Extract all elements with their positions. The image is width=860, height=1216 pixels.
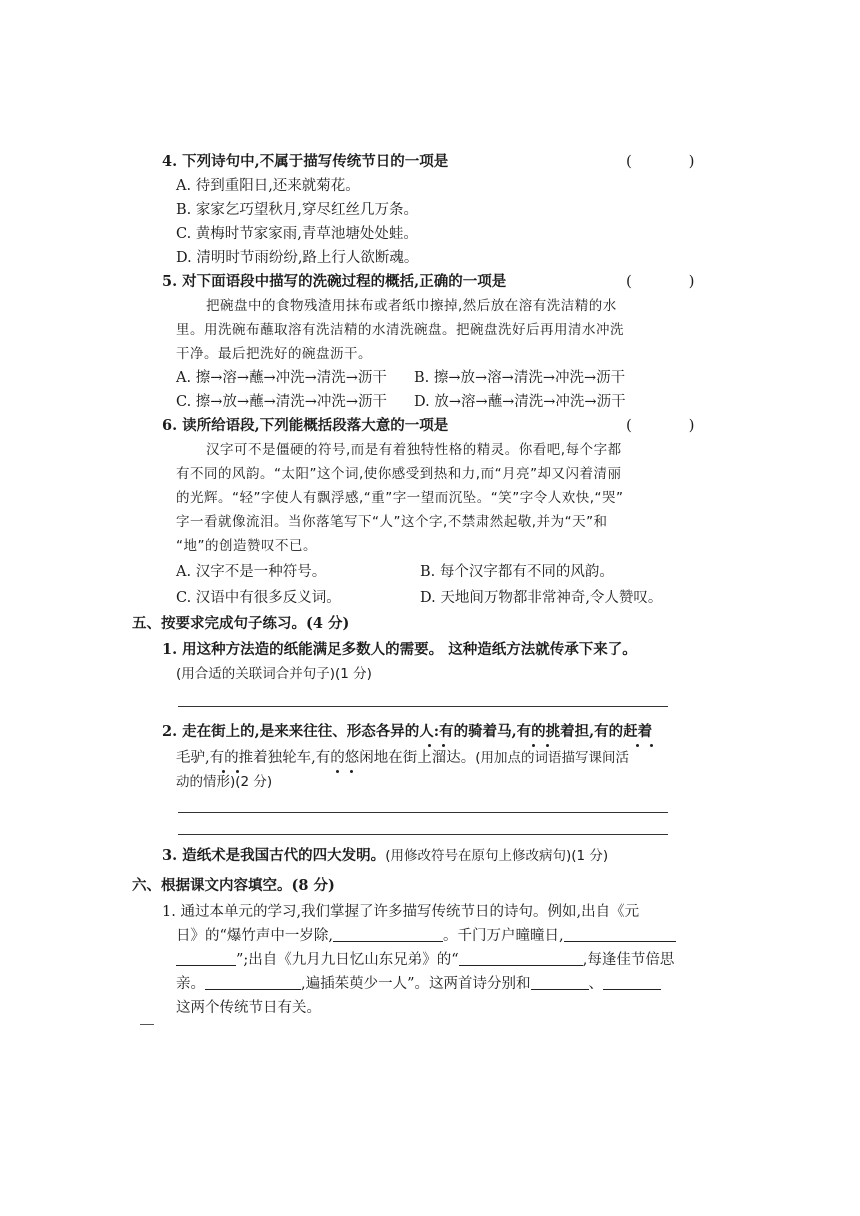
q5-passage-line-3: 干净。最后把洗好的碗盘沥干。 (176, 346, 372, 362)
s5-q1-answer-line[interactable] (178, 706, 668, 707)
q5-option-d: D. 放→溶→蘸→清洗→冲洗→沥干 (414, 394, 626, 410)
emphasis-dot (532, 744, 535, 747)
q5-option-c: C. 擦→放→蘸→清洗→冲洗→沥干 (176, 394, 388, 410)
s6-line4-text-b: ,遍插茱萸少一人”。这两首诗分别和 (301, 976, 531, 992)
q6-option-a: A. 汉字不是一种符号。 (176, 564, 327, 580)
s6-blank-5[interactable] (531, 976, 589, 990)
s5-q3-text (162, 846, 608, 866)
q6-option-c: C. 汉语中有很多反义词。 (176, 590, 341, 606)
q5-option-b: B. 擦→放→溶→清洗→冲洗→沥干 (414, 370, 626, 386)
emphasis-dot (350, 770, 353, 773)
emphasis-dot (428, 744, 431, 747)
s6-line2-text-a: 日》的“爆竹声中一岁除, (176, 928, 334, 944)
scan-artifact-dash (140, 1024, 154, 1025)
q6-passage-line-2: 有不同的风韵。“太阳”这个词,使你感受到热和力,而“月亮”却又闪着清丽 (176, 466, 622, 482)
s6-q1-line-1: 1. 通过本单元的学习,我们掌握了许多描写传统节日的诗句。例如,出自《元 (162, 904, 640, 920)
q4-option-c: C. 黄梅时节家家雨,青草池塘处处蛙。 (176, 226, 418, 242)
s6-line4-text-c: 、 (588, 976, 604, 992)
q5-stem: 5. 对下面语段中描写的洗碗过程的概括,正确的一项是 (162, 273, 507, 290)
s6-line3-text-a: ”;出自《九月九日忆山东兄弟》的“ (236, 952, 459, 968)
q4-answer-paren: ( ) (626, 152, 721, 170)
q5-option-a: A. 擦→溶→蘸→冲洗→清洗→沥干 (176, 370, 387, 386)
s5-q2-text-1: 2. 走在街上的,是来来往往、形态各异的人:有的骑着马,有的挑着担,有的赶着 (162, 723, 653, 740)
s5-q3-sentence: 3. 造纸术是我国古代的四大发明。 (162, 847, 386, 864)
s5-q2-text-3: 动的情形)(2 分) (176, 774, 273, 790)
s5-q2-answer-line-1[interactable] (178, 812, 668, 813)
s5-q1-instruction: (用合适的关联词合并句子)(1 分) (176, 666, 372, 682)
q6-option-b: B. 每个汉字都有不同的风韵。 (420, 564, 614, 580)
q6-option-d: D. 天地间万物都非常神奇,令人赞叹。 (420, 590, 663, 606)
s5-q3-instruction: (用修改符号在原句上修改病句)(1 分) (385, 848, 609, 864)
s6-blank-1[interactable] (333, 928, 443, 942)
section-5-heading: 五、按要求完成句子练习。(4 分) (132, 615, 350, 632)
s6-line3-text-b: ,每逢佳节倍思 (582, 952, 675, 968)
q6-passage-line-4: 字一看就像流泪。当你落笔写下“人”这个字,不禁肃然起敬,并为“天”和 (176, 514, 608, 530)
q6-stem: 6. 读所给语段,下列能概括段落大意的一项是 (162, 417, 449, 434)
s6-blank-3[interactable] (459, 952, 583, 966)
q5-answer-paren: ( ) (626, 272, 721, 290)
s6-blank-2-cont[interactable] (176, 952, 236, 966)
emphasis-dot (336, 770, 339, 773)
emphasis-dot (650, 744, 653, 747)
q6-answer-paren: ( ) (626, 416, 721, 434)
q4-stem: 4. 下列诗句中,不属于描写传统节日的一项是 (162, 153, 449, 170)
s6-line2-text-b: 。千门万户曈曈日, (443, 928, 564, 944)
q5-passage-line-1: 把碗盘中的食物残渣用抹布或者纸巾擦掉,然后放在溶有洗洁精的水 (206, 298, 617, 314)
s5-q2-text-2 (176, 748, 629, 768)
s5-q1-text: 1. 用这种方法造的纸能满足多数人的需要。 这种造纸方法就传承下来了。 (162, 641, 637, 658)
s5-q2-text-2-sentence: 毛驴,有的推着独轮车,有的悠闲地在街上溜达。 (176, 750, 476, 766)
q4-option-d: D. 清明时节雨纷纷,路上行人欲断魂。 (176, 250, 419, 266)
q4-option-a: A. 待到重阳日,还来就菊花。 (176, 178, 360, 194)
s6-blank-6[interactable] (603, 976, 661, 990)
emphasis-dot (222, 770, 225, 773)
s6-q1-line-2 (176, 926, 676, 946)
q6-passage-line-3: 的光辉。“轻”字使人有飘浮感,“重”字一望而沉坠。“笑”字令人欢快,“哭” (176, 490, 624, 506)
q6-passage-line-5: “地”的创造赞叹不已。 (176, 538, 317, 554)
s6-q1-line-4 (176, 974, 661, 994)
s6-q1-line-5: 这两个传统节日有关。 (176, 1000, 321, 1016)
emphasis-dot (442, 744, 445, 747)
s6-q1-line-3 (176, 950, 674, 970)
emphasis-dot (546, 744, 549, 747)
s6-blank-2[interactable] (564, 928, 676, 942)
emphasis-dot (636, 744, 639, 747)
emphasis-dot (236, 770, 239, 773)
q5-passage-line-2: 里。用洗碗布蘸取溶有洗洁精的水清洗碗盘。把碗盘洗好后再用清水冲洗 (176, 322, 624, 338)
s5-q2-answer-line-2[interactable] (178, 834, 668, 835)
s6-blank-4[interactable] (205, 976, 301, 990)
q6-passage-line-1: 汉字可不是僵硬的符号,而是有着独特性格的精灵。你看吧,每个字都 (206, 442, 622, 458)
section-6-heading: 六、根据课文内容填空。(8 分) (132, 877, 335, 894)
q4-option-b: B. 家家乞巧望秋月,穿尽红丝几万条。 (176, 202, 418, 218)
s5-q2-instruction: (用加点的词语描写课间活 (475, 750, 629, 766)
s6-line4-text-a: 亲。 (176, 976, 205, 992)
